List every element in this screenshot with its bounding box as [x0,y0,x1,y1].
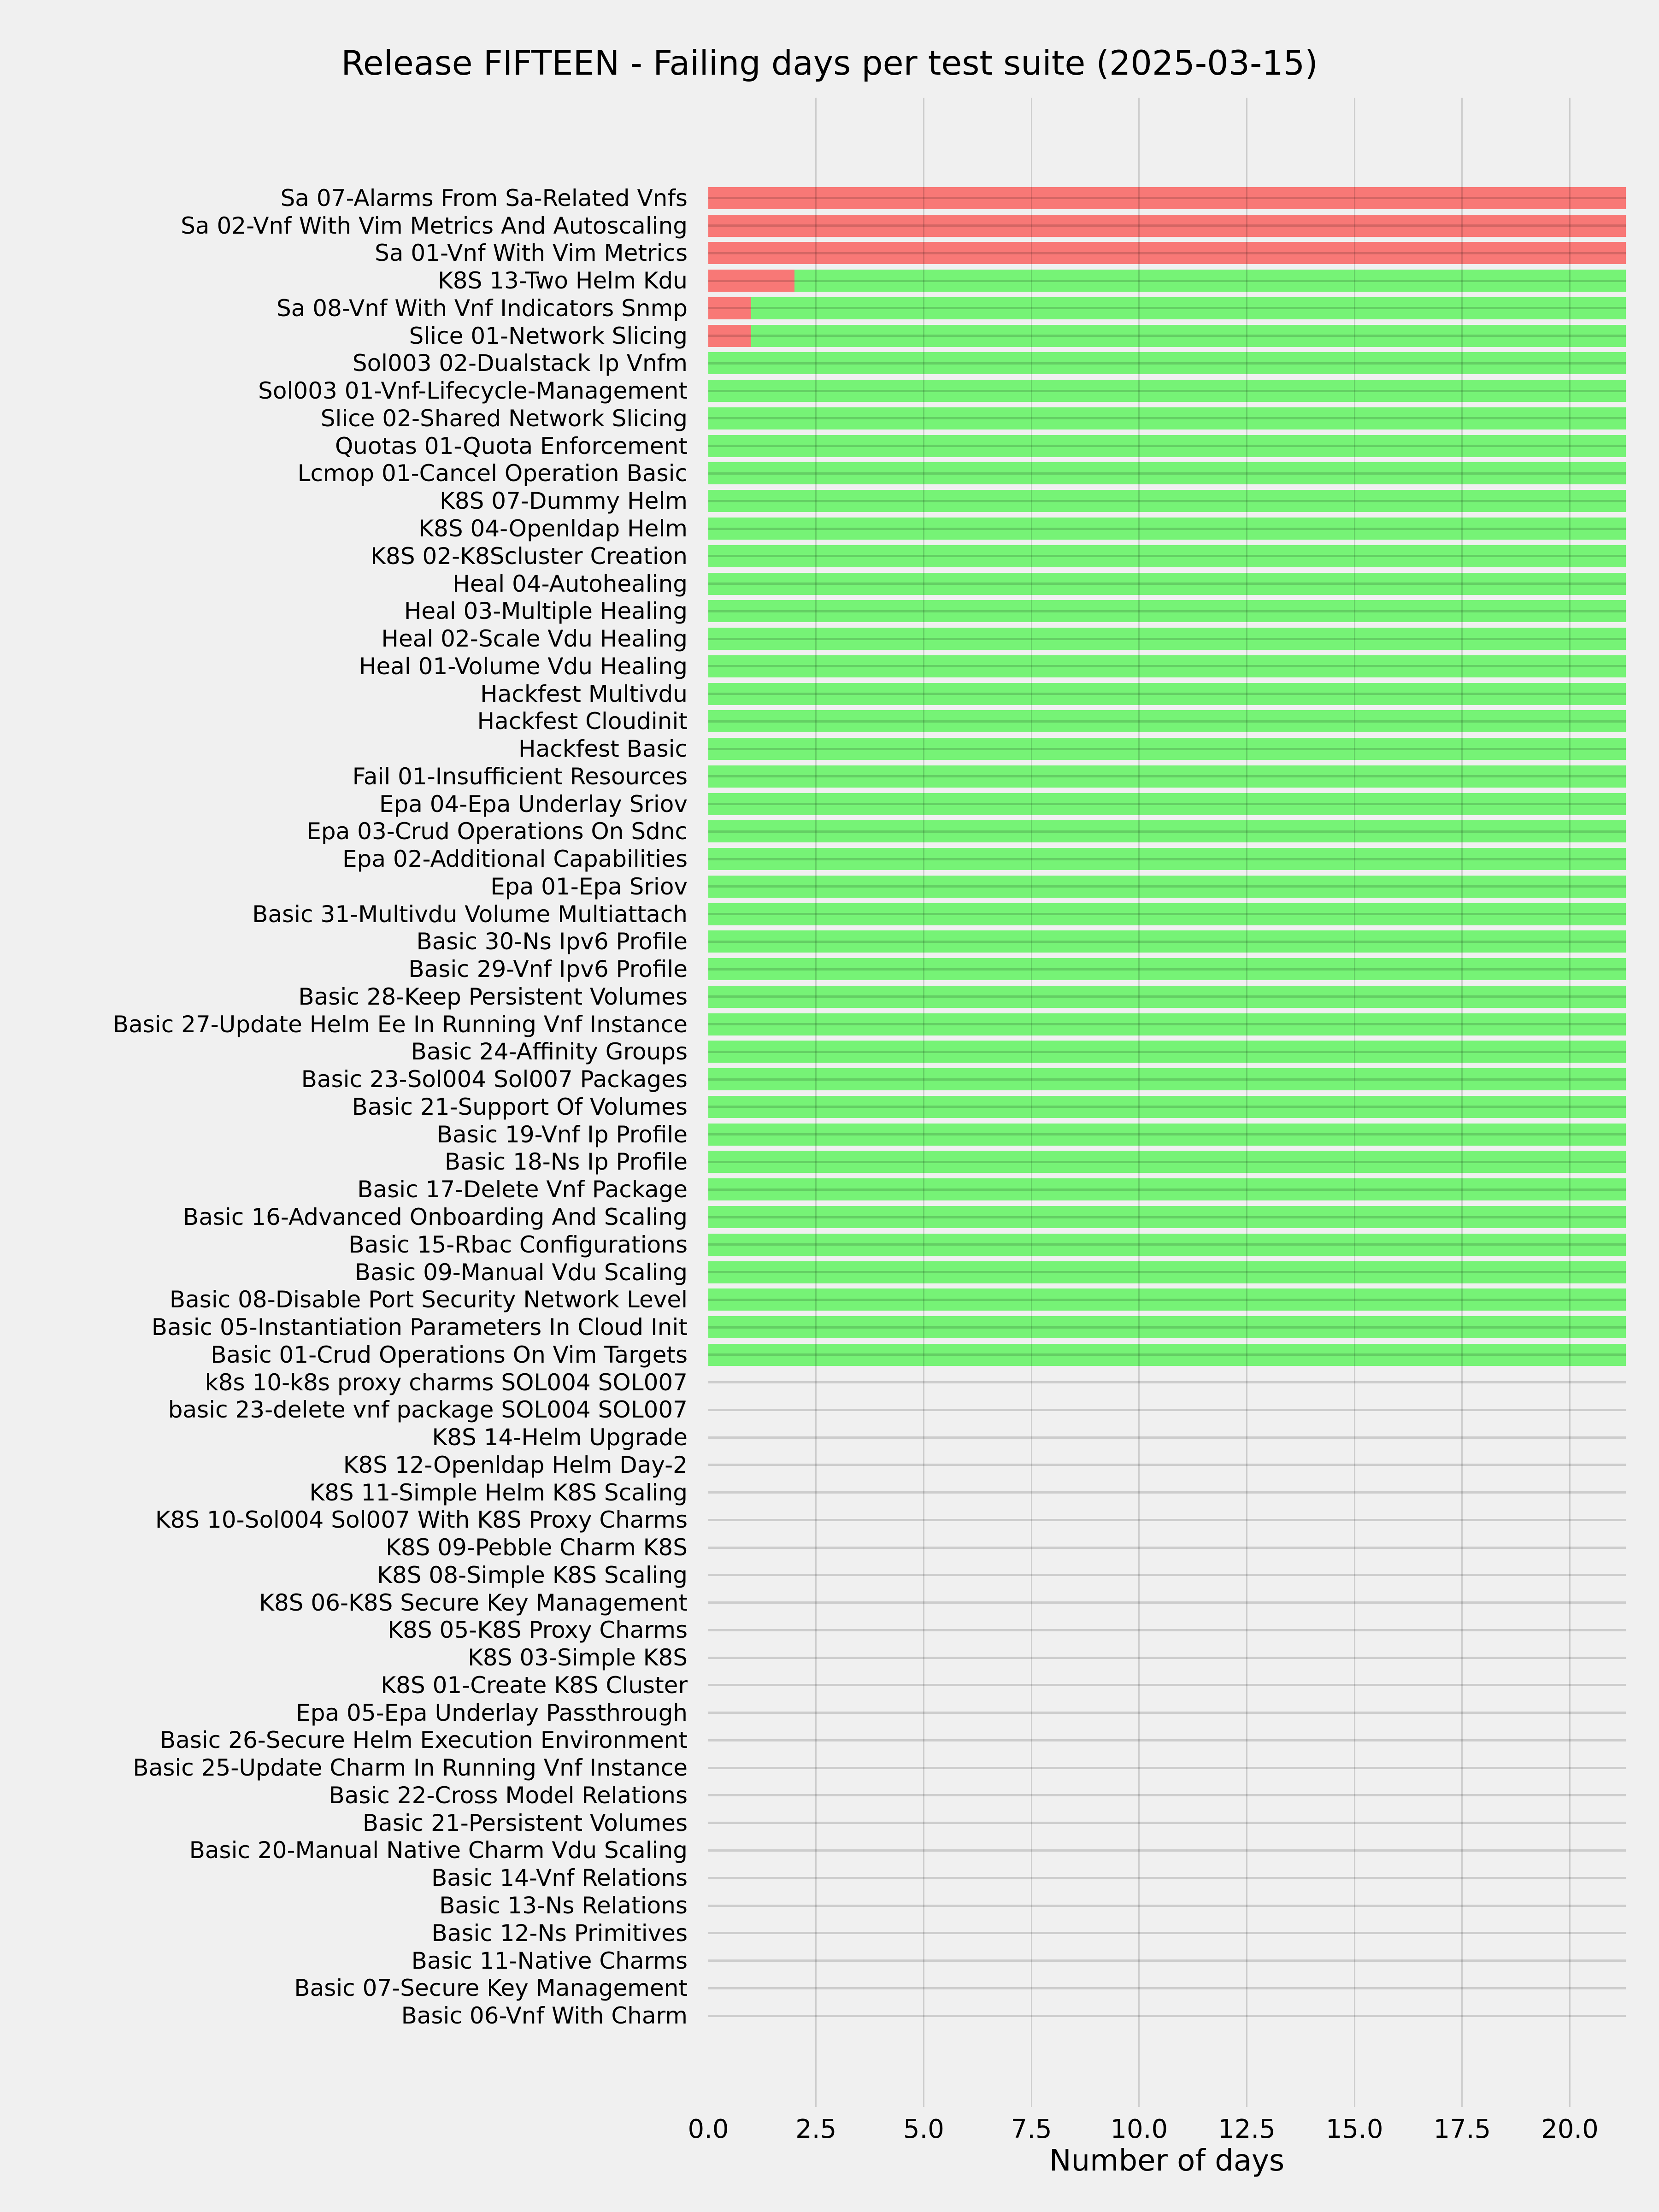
plot-area [708,98,1626,2107]
y-axis-label: Hackfest Basic [518,735,688,763]
y-axis-label: Heal 04-Autohealing [453,570,688,597]
y-axis-label: K8S 01-Create K8S Cluster [381,1671,688,1699]
grid-line-horizontal [708,1877,1626,1879]
grid-line-horizontal [708,1353,1626,1356]
x-axis-tick-label: 7.5 [1011,2114,1052,2144]
grid-line-horizontal [708,995,1626,998]
y-axis-label: Basic 19-Vnf Ip Profile [436,1121,688,1148]
grid-line-horizontal [708,582,1626,585]
y-axis-label: Basic 14-Vnf Relations [431,1865,688,1892]
y-axis-label: Basic 13-Ns Relations [439,1892,688,1919]
y-axis-label: Basic 21-Persistent Volumes [362,1809,688,1836]
x-axis-tick-label: 17.5 [1433,2114,1491,2144]
y-axis-label: Sa 08-Vnf With Vnf Indicators Snmp [276,294,688,322]
grid-line-horizontal [708,941,1626,943]
grid-line-horizontal [708,252,1626,254]
grid-line-horizontal [708,417,1626,419]
y-axis-label: K8S 05-K8S Proxy Charms [388,1617,688,1644]
y-axis-label: Basic 31-Multivdu Volume Multiattach [252,900,688,928]
y-axis-label: Basic 27-Update Helm Ee In Running Vnf Instance [112,1011,688,1038]
grid-line-vertical [1354,98,1355,2107]
y-axis-label: Epa 04-Epa Underlay Sriov [379,790,688,818]
y-axis-label: Basic 26-Secure Helm Execution Environment [159,1727,688,1754]
grid-line-horizontal [708,858,1626,860]
grid-line-horizontal [708,335,1626,337]
grid-line-horizontal [708,1188,1626,1191]
grid-line-horizontal [708,803,1626,805]
grid-line-horizontal [708,1271,1626,1273]
grid-line-vertical [815,98,817,2107]
grid-line-horizontal [708,1739,1626,1741]
grid-line-horizontal [708,830,1626,833]
grid-line-horizontal [708,1547,1626,1549]
y-axis-label: K8S 11-Simple Helm K8S Scaling [309,1479,688,1506]
grid-line-horizontal [708,1905,1626,1907]
y-axis-label: Fail 01-Insufficient Resources [352,763,688,790]
y-axis-label: K8S 08-Simple K8S Scaling [377,1561,688,1588]
y-axis-label: k8s 10-k8s proxy charms SOL004 SOL007 [205,1369,688,1396]
x-axis-tick-label: 20.0 [1541,2114,1599,2144]
y-axis-label: Hackfest Cloudinit [477,708,688,735]
grid-line-horizontal [708,1078,1626,1081]
x-axis-tick-label: 12.5 [1218,2114,1276,2144]
x-axis-tick-label: 2.5 [795,2114,837,2144]
grid-line-horizontal [708,1023,1626,1025]
grid-line-horizontal [708,555,1626,557]
grid-line-horizontal [708,1216,1626,1218]
y-axis-label: K8S 09-Pebble Charm K8S [386,1534,688,1561]
grid-line-horizontal [708,913,1626,915]
grid-line-horizontal [708,1519,1626,1521]
y-axis-label: Basic 01-Crud Operations On Vim Targets [211,1341,688,1368]
grid-line-horizontal [708,748,1626,750]
grid-line-horizontal [708,280,1626,282]
grid-line-horizontal [708,197,1626,199]
grid-line-horizontal [708,1051,1626,1053]
y-axis-label: Basic 23-Sol004 Sol007 Packages [301,1066,688,1093]
grid-line-horizontal [708,1299,1626,1301]
grid-line-horizontal [708,1767,1626,1769]
grid-line-horizontal [708,1464,1626,1466]
grid-line-horizontal [708,1932,1626,1934]
grid-line-horizontal [708,2015,1626,2017]
y-axis-label: Basic 18-Ns Ip Profile [444,1148,688,1176]
y-axis-label: K8S 13-Two Helm Kdu [437,267,688,294]
y-axis-label: K8S 14-Helm Upgrade [432,1424,688,1451]
y-axis-label: Basic 15-Rbac Configurations [348,1231,688,1258]
y-axis-label: K8S 07-Dummy Helm [440,488,688,515]
y-axis-label: Basic 28-Keep Persistent Volumes [298,983,688,1010]
y-axis-label: Sa 07-Alarms From Sa-Related Vnfs [280,184,688,212]
y-axis-label: Sol003 02-Dualstack Ip Vnfm [352,350,688,377]
x-axis-tick-label: 10.0 [1110,2114,1168,2144]
grid-line-horizontal [708,638,1626,640]
x-axis-tick-label: 0.0 [688,2114,729,2144]
y-axis-label: Basic 07-Secure Key Management [294,1975,688,2002]
grid-line-horizontal [708,1601,1626,1604]
y-axis-label: Sol003 01-Vnf-Lifecycle-Management [258,377,688,405]
y-axis-label: Heal 02-Scale Vdu Healing [381,625,688,653]
y-axis-label: K8S 02-K8Scluster Creation [371,542,688,570]
y-axis-label: Basic 17-Delete Vnf Package [357,1176,688,1203]
y-axis-label: Heal 01-Volume Vdu Healing [359,653,688,680]
y-axis-label: Basic 20-Manual Native Charm Vdu Scaling [189,1837,688,1864]
x-axis-tick-label: 15.0 [1325,2114,1383,2144]
y-axis-label: Lcmop 01-Cancel Operation Basic [297,460,688,487]
grid-line-vertical [1031,98,1032,2107]
grid-line-horizontal [708,1657,1626,1659]
grid-line-horizontal [708,1822,1626,1824]
grid-line-horizontal [708,472,1626,475]
grid-line-horizontal [708,528,1626,530]
y-axis-label: Quotas 01-Quota Enforcement [335,432,688,459]
grid-line-horizontal [708,224,1626,227]
grid-line-horizontal [708,1959,1626,1962]
x-axis-tick-label: 5.0 [903,2114,944,2144]
y-axis-label: Slice 01-Network Slicing [409,322,688,349]
grid-line-horizontal [708,1409,1626,1411]
y-axis-label: K8S 04-Openldap Helm [418,515,688,542]
y-axis-label: Epa 05-Epa Underlay Passthrough [296,1699,688,1726]
y-axis-label: basic 23-delete vnf package SOL004 SOL007 [168,1396,688,1424]
y-axis-label: Slice 02-Shared Network Slicing [320,405,688,432]
grid-line-horizontal [708,665,1626,667]
y-axis-label: Basic 24-Affinity Groups [411,1038,688,1065]
grid-line-horizontal [708,1629,1626,1631]
grid-line-horizontal [708,390,1626,392]
grid-line-horizontal [708,1794,1626,1796]
y-axis-label: Basic 21-Support Of Volumes [352,1093,688,1120]
y-axis-label: Basic 22-Cross Model Relations [329,1782,688,1809]
grid-line-vertical [1461,98,1463,2107]
y-axis-label: Heal 03-Multiple Healing [404,598,688,625]
grid-line-horizontal [708,1712,1626,1714]
y-axis-label: Epa 01-Epa Sriov [490,873,688,900]
y-axis-label: Basic 16-Advanced Onboarding And Scaling [183,1204,688,1230]
grid-line-horizontal [708,1243,1626,1246]
y-axis-label: Basic 06-Vnf With Charm [401,2002,688,2030]
y-axis-label: Basic 30-Ns Ipv6 Profile [416,928,688,955]
grid-line-vertical [1246,98,1247,2107]
y-axis-label: K8S 06-K8S Secure Key Management [259,1589,688,1616]
grid-line-horizontal [708,1106,1626,1108]
y-axis-label: K8S 10-Sol004 Sol007 With K8S Proxy Charms [155,1506,688,1534]
y-axis-label: K8S 03-Simple K8S [468,1644,688,1671]
x-axis-label: Number of days [1049,2144,1285,2178]
grid-line-horizontal [708,720,1626,723]
grid-line-horizontal [708,1161,1626,1163]
grid-line-horizontal [708,885,1626,888]
y-axis-label: Basic 12-Ns Primitives [431,1919,688,1947]
grid-line-horizontal [708,1987,1626,1989]
grid-line-horizontal [708,775,1626,777]
grid-line-horizontal [708,307,1626,309]
grid-line-horizontal [708,1491,1626,1494]
y-axis-label: Sa 02-Vnf With Vim Metrics And Autoscaling [181,212,688,239]
y-axis-label: Basic 25-Update Charm In Running Vnf Instance [133,1754,688,1782]
y-axis-label: Basic 09-Manual Vdu Scaling [354,1259,688,1286]
grid-line-vertical [1569,98,1571,2107]
y-axis-label: Basic 05-Instantiation Parameters In Cloud Init [151,1314,688,1341]
grid-line-horizontal [708,610,1626,612]
y-axis-label: K8S 12-Openldap Helm Day-2 [343,1451,688,1478]
y-axis-label: Hackfest Multivdu [480,680,688,707]
grid-line-horizontal [708,1574,1626,1576]
y-axis-label: Basic 11-Native Charms [411,1947,688,1974]
grid-line-horizontal [708,1684,1626,1686]
grid-line-horizontal [708,1133,1626,1135]
y-axis-label: Sa 01-Vnf With Vim Metrics [375,240,688,267]
y-axis-label: Basic 29-Vnf Ipv6 Profile [408,956,688,983]
y-axis-label: Basic 08-Disable Port Security Network Level [169,1286,688,1313]
grid-line-horizontal [708,1436,1626,1439]
grid-line-vertical [1138,98,1140,2107]
grid-line-horizontal [708,445,1626,447]
grid-line-horizontal [708,1381,1626,1383]
y-axis-label: Epa 02-Additional Capabilities [342,846,688,873]
chart-title: Release FIFTEEN - Failing days per test suite (2025-03-15) [341,44,1318,83]
grid-line-horizontal [708,500,1626,502]
grid-line-horizontal [708,362,1626,365]
grid-line-vertical [923,98,924,2107]
grid-line-horizontal [708,1326,1626,1329]
grid-line-horizontal [708,693,1626,695]
grid-line-horizontal [708,968,1626,971]
grid-line-horizontal [708,1849,1626,1852]
y-axis-label: Epa 03-Crud Operations On Sdnc [306,818,688,845]
